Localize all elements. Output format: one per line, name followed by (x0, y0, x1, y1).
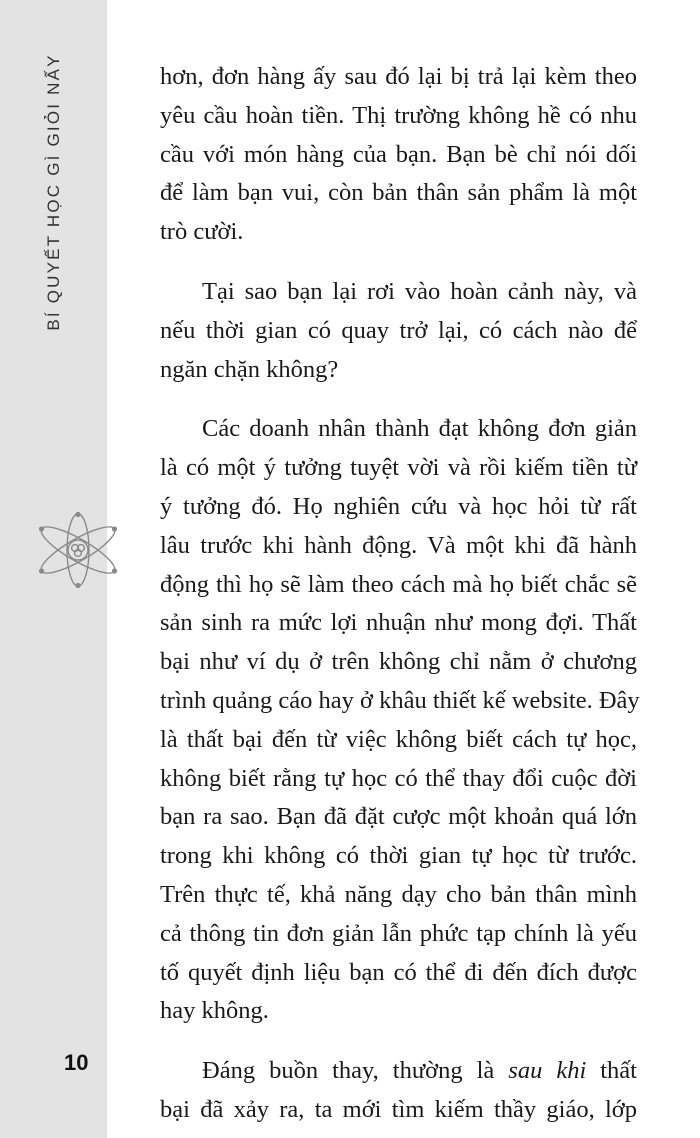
running-header-book-title: BÍ QUYẾT HỌC GÌ GIỎI NẤY (44, 53, 63, 331)
text-line: hơn, đơn hàng ấy sau đó lại bị trả lại kèm theo (160, 63, 637, 90)
text-line: nếu thời gian có quay trở lại, có cách nào để (160, 316, 637, 344)
text-line: Tại sao bạn lại rơi vào hoàn cảnh này, và (202, 277, 637, 305)
text-line: động thì họ sẽ làm theo cách mà họ biết chắc sẽ (160, 570, 637, 598)
text-line: cầu với món hàng của bạn. Bạn bè chỉ nói dối (160, 140, 637, 168)
text-run: Đáng buồn thay, thường là (202, 1057, 509, 1085)
running-header-container (0, 50, 107, 335)
text-line: Các doanh nhân thành đạt không đơn giản (202, 415, 637, 443)
text-line: trò cười. (160, 218, 244, 246)
text-line: hay không. (160, 997, 269, 1025)
atom-icon (28, 512, 128, 588)
text-line: bạn ra sao. Bạn đã đặt cược một khoản quá lớn (160, 803, 637, 831)
text-line: tố quyết định liệu bạn có thể đi đến đích được (160, 958, 637, 986)
text-line: trình quảng cáo hay ở khâu thiết kế website. Đây (160, 686, 640, 714)
body-text (160, 58, 640, 1130)
page-number: 10 (64, 1050, 89, 1075)
paragraph-1 (160, 58, 637, 252)
text-line: sản sinh ra mức lợi nhuận như mong đợi. Thất (160, 609, 637, 637)
text-line: bại đã xảy ra, ta mới tìm kiếm thầy giáo, lớp (160, 1095, 637, 1123)
text-line: trong khi không có thời gian tự học từ trước. (160, 842, 637, 870)
text-line: lâu trước khi hành động. Và một khi đã hành (160, 531, 637, 559)
text-line: Trên thực tế, khả năng dạy cho bản thân mình (160, 880, 637, 908)
text-run: thất (586, 1057, 637, 1085)
text-line: cả thông tin đơn giản lẫn phức tạp chính là yếu (160, 919, 637, 947)
text-line: ý tưởng đó. Họ nghiên cứu và học hỏi từ rất (160, 492, 637, 520)
text-line: để làm bạn vui, còn bản thân sản phẩm là một (160, 179, 637, 207)
text-line: không biết rằng tự học có thể thay đổi cuộc đời (160, 764, 637, 792)
text-line: là có một ý tưởng tuyệt vời và rồi kiếm tiền từ (160, 454, 637, 482)
text-line: là thất bại đến từ việc không biết cách tự học, (160, 725, 637, 753)
text-line (160, 1052, 637, 1091)
text-line: yêu cầu hoàn tiền. Thị trường không hề có nhu (160, 101, 637, 129)
paragraph-3 (160, 410, 640, 1031)
sidebar (0, 0, 107, 1138)
text-line: bại như ví dụ ở trên không chỉ nằm ở chương (160, 648, 637, 676)
italic-emphasis: sau khi (508, 1057, 587, 1085)
text-line: ngăn chặn không? (160, 355, 339, 383)
paragraph-2 (160, 273, 637, 389)
paragraph-4 (160, 1052, 637, 1130)
